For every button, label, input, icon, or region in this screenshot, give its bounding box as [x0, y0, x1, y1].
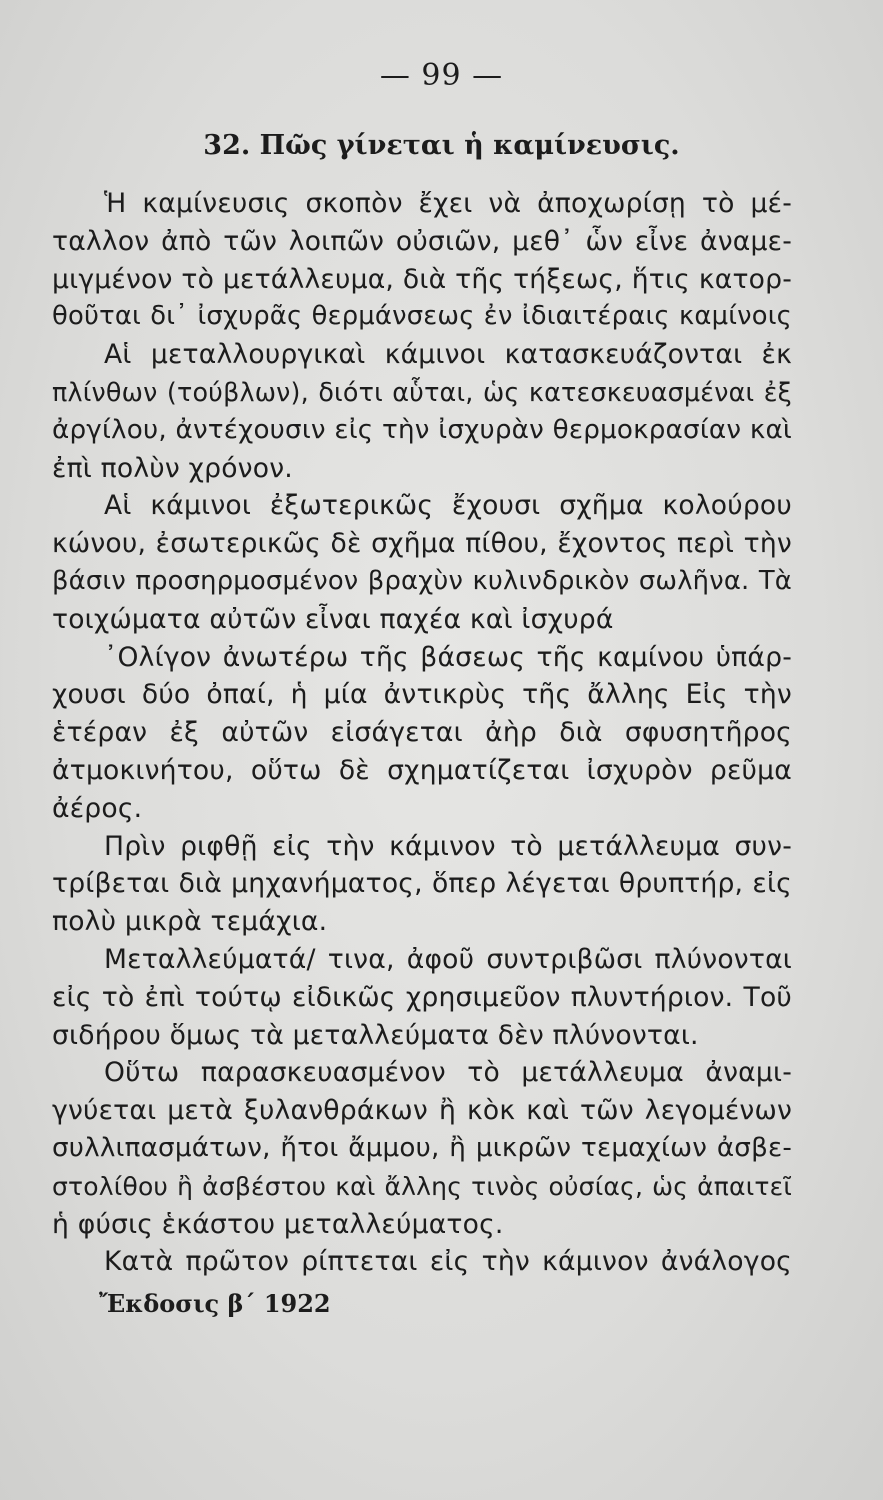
text-line: ἀτμοκινήτου, οὕτω δὲ σχηματίζεται ἰσχυρὸν ρεῦμα: [52, 754, 792, 786]
text-line: ταλλον ἀπὸ τῶν λοιπῶν οὐσιῶν, μεθ᾽ ὧν εἶνε ἀναμε-: [52, 225, 792, 257]
edition-note: Ἔκδοσις β΄ 1922: [99, 1289, 331, 1318]
text-line: ἀέρος.: [52, 792, 143, 824]
text-line: Αἱ κάμινοι ἐξωτερικῶς ἔχουσι σχῆμα κολούρου: [104, 490, 792, 522]
text-line: πολὺ μικρὰ τεμάχια.: [52, 906, 328, 938]
text-line: τοιχώματα αὐτῶν εἶναι παχέα καὶ ἰσχυρά: [52, 603, 614, 635]
text-line: συλλιπασμάτων, ἤτοι ἄμμου, ἢ μικρῶν τεμαχίων ἀσβε-: [52, 1132, 792, 1163]
text-line: Οὕτω παρασκευασμένον τὸ μετάλλευμα ἀναμι-: [104, 1057, 792, 1089]
text-line: πλίνθων (τούβλων), διότι αὗται, ὡς κατεσκευασμέναι ἐξ: [52, 376, 792, 407]
text-line: μιγμένον τὸ μετάλλευμα, διὰ τῆς τήξεως, ἥτις κατορ-: [52, 263, 792, 295]
text-line: θοῦται δι᾽ ἰσχυρᾶς θερμάνσεως ἐν ἰδιαιτέραις καμίνοις: [52, 301, 792, 332]
text-line: χουσι δύο ὀπαί, ἡ μία ἀντικρὺς τῆς ἄλλης Εἰς τὴν: [52, 679, 792, 711]
text-line: Μεταλλεύματά/ τινα, ἀφοῦ συντριβῶσι πλύνονται: [104, 943, 792, 975]
text-line: τρίβεται διὰ μηχανήματος, ὅπερ λέγεται θρυπτήρ, εἰς: [52, 868, 792, 900]
text-line: ἀργίλου, ἀντέχουσιν εἰς τὴν ἰσχυρὰν θερμοκρασίαν καὶ: [52, 414, 792, 445]
text-line: Πρὶν ριφθῇ εἰς τὴν κάμινον τὸ μετάλλευμα συν-: [104, 830, 792, 862]
body-text: [52, 185, 792, 1281]
text-line: Κατὰ πρῶτον ρίπτεται εἰς τὴν κάμινον ἀνάλογος: [104, 1246, 792, 1278]
text-line: στολίθου ἢ ἀσβέστου καὶ ἄλλης τινὸς οὐσίας, ὡς ἀπαιτεῖ: [52, 1171, 792, 1201]
text-line: σιδήρου ὅμως τὰ μεταλλεύματα δὲν πλύνονται.: [52, 1019, 699, 1051]
page-number: — 99 —: [379, 58, 504, 93]
text-line: ᾽Ολίγον ἀνωτέρω τῆς βάσεως τῆς καμίνου ὑπάρ-: [104, 641, 792, 673]
text-line: ἡ φύσις ἑκάστου μεταλλεύματος.: [52, 1208, 504, 1240]
text-line: Αἱ μεταλλουργικαὶ κάμινοι κατασκευάζονται ἐκ: [104, 339, 792, 371]
text-line: γνύεται μετὰ ξυλανθράκων ἢ κὸκ καὶ τῶν λεγομένων: [52, 1095, 792, 1127]
text-line: ἑτέραν ἐξ αὐτῶν εἰσάγεται ἀὴρ διὰ σφυσητῆρος: [52, 717, 792, 749]
text-line: κώνου, ἐσωτερικῶς δὲ σχῆμα πίθου, ἔχοντος περὶ τὴν: [52, 528, 792, 560]
section-title: 32. Πῶς γίνεται ἡ καμίνευσις.: [203, 130, 680, 161]
text-line: εἰς τὸ ἐπὶ τούτῳ εἰδικῶς χρησιμεῦον πλυντήριον. Τοῦ: [52, 981, 792, 1013]
text-line: Ἡ καμίνευσις σκοπὸν ἔχει νὰ ἀποχωρίσῃ τὸ μέ-: [104, 188, 792, 219]
text-line: ἐπὶ πολὺν χρόνον.: [52, 452, 293, 484]
text-line: βάσιν προσηρμοσμένον βραχὺν κυλινδρικὸν σωλῆνα. Τὰ: [52, 565, 792, 596]
